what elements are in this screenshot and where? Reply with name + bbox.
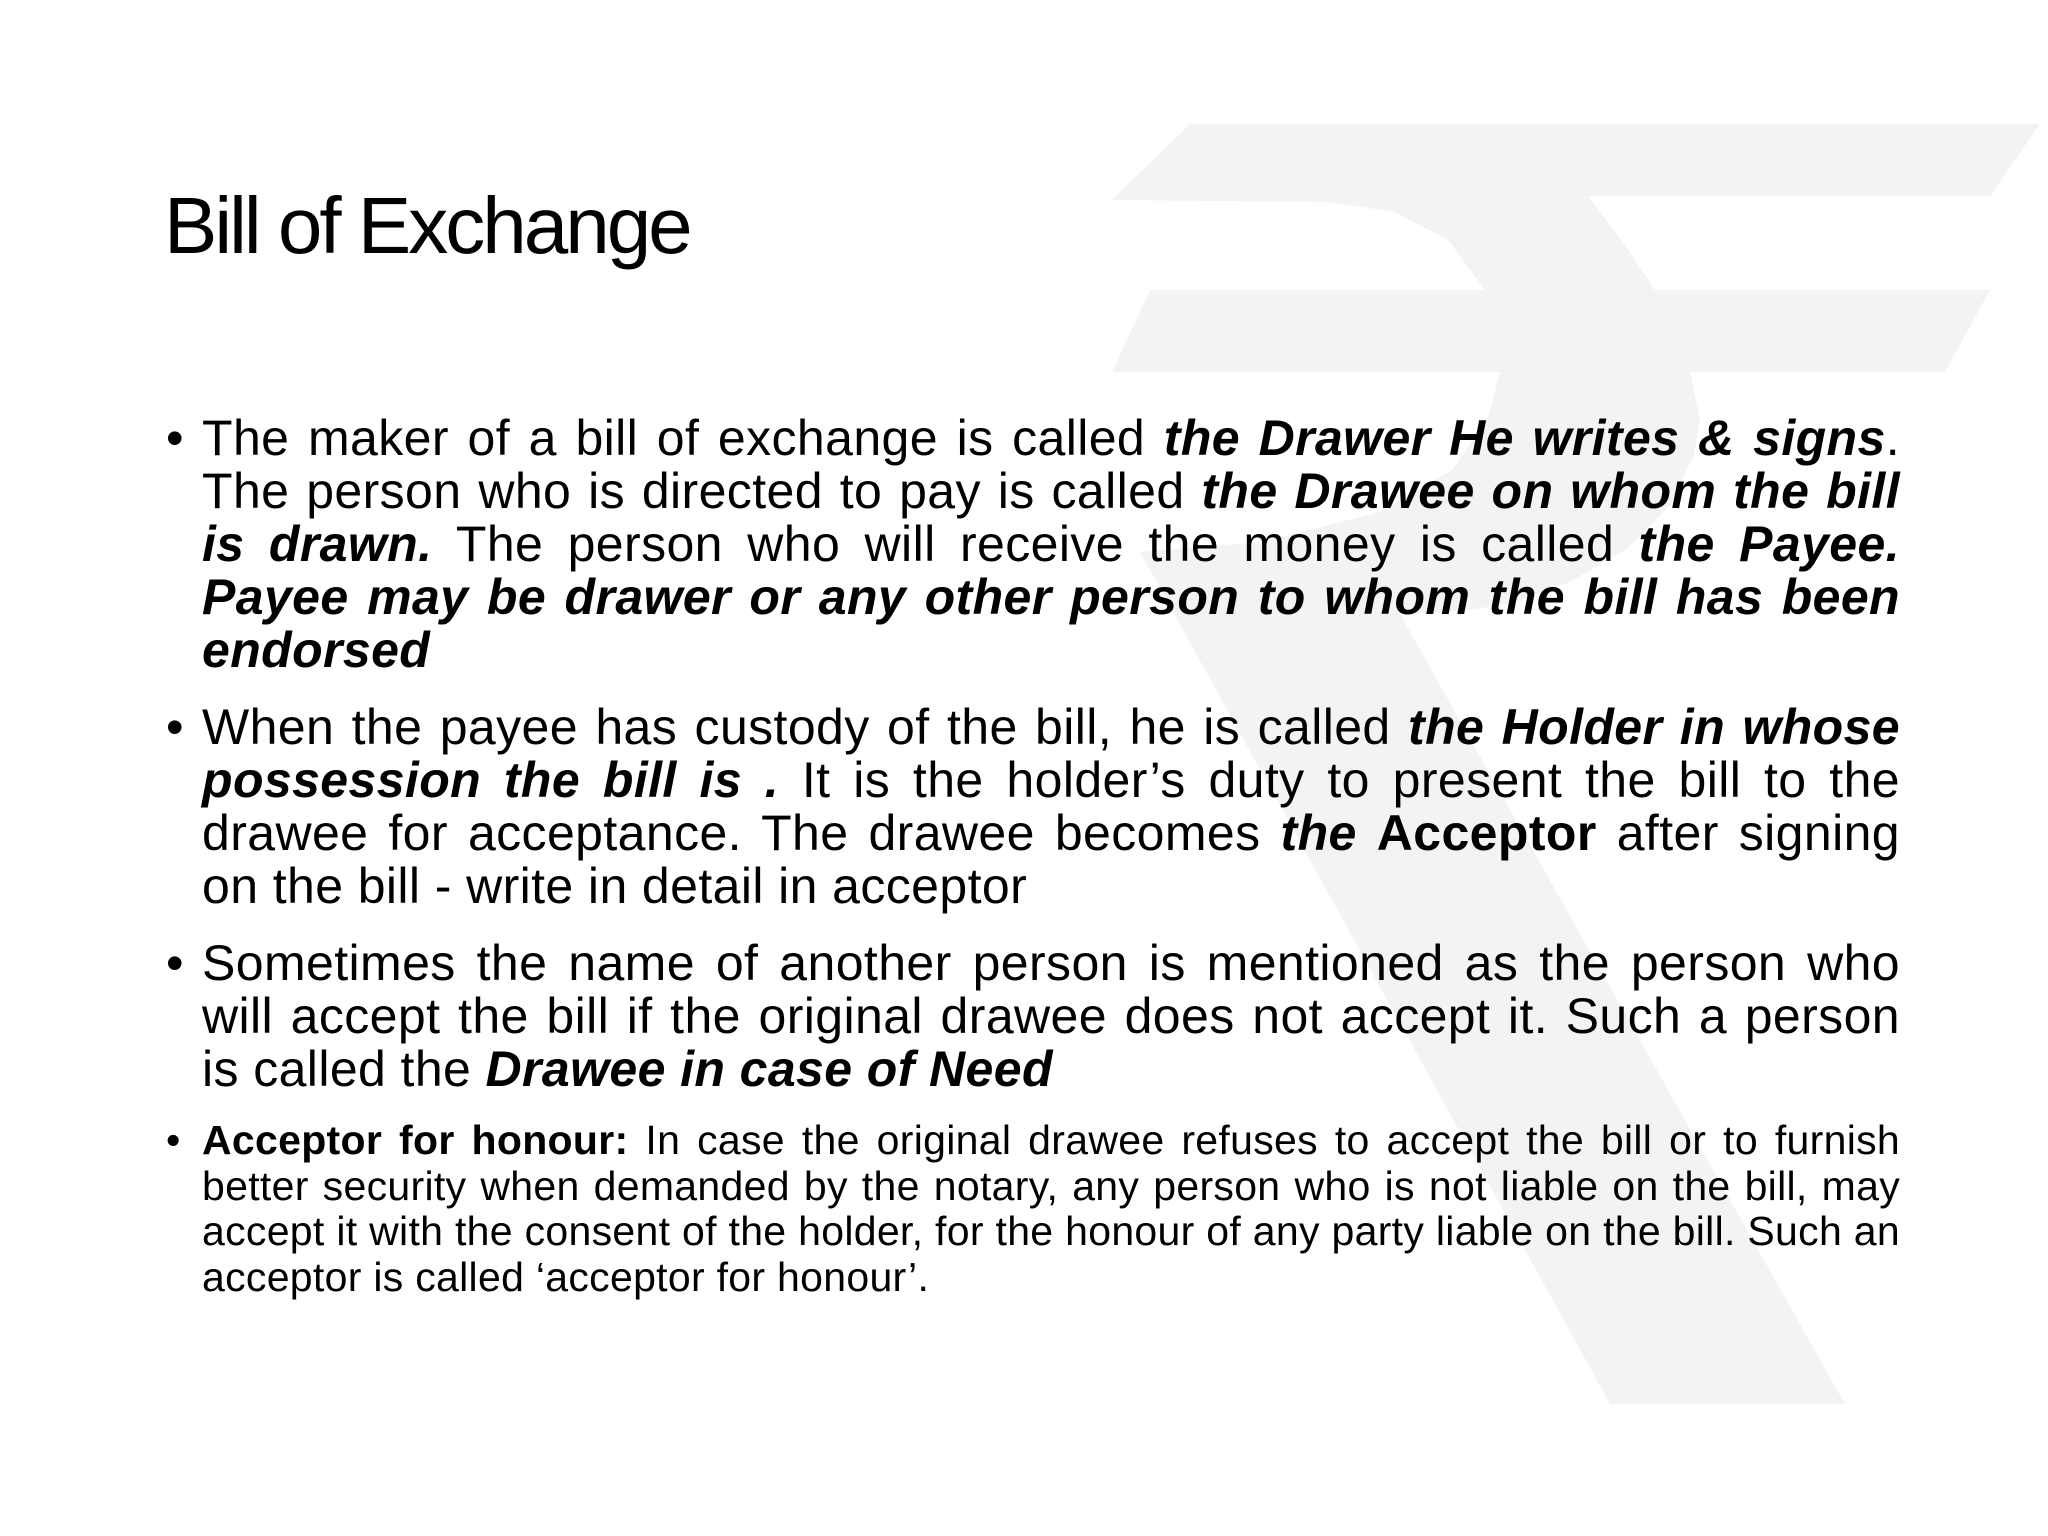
- text-segment: after signing on the bill - write in detail in acceptor: [202, 805, 1900, 914]
- text-segment: [1357, 805, 1377, 861]
- text-segment: In case the original drawee refuses to accept the bill or to furnish better security when demanded by the notary, any person who is not liable on the bill, may accept it with the consent of the holder, for the honour of any party liable on the bill. Such an acceptor is called ‘acceptor for honour’.: [202, 1117, 1900, 1300]
- bullet-item-acceptor-for-honour: [164, 1118, 1900, 1300]
- text-segment: The maker of a bill of exchange is called: [202, 410, 1164, 466]
- term-payee: the Payee. Payee may be drawer or any other person to whom the bill has been endorsed: [202, 516, 1900, 678]
- text-segment: When the payee has custody of the bill, he is called: [202, 699, 1409, 755]
- bullet-item-drawee-in-case-of-need: [164, 937, 1900, 1096]
- bullet-marker: •: [166, 410, 184, 466]
- term-acceptor: Acceptor: [1376, 805, 1597, 861]
- text-segment: . The person who is directed to pay is called: [202, 410, 1900, 519]
- term-holder: the Holder in whose possession the bill is .: [202, 699, 1900, 808]
- slide-title: Bill of Exchange: [164, 181, 690, 270]
- term-the: the: [1280, 805, 1357, 861]
- term-acceptor-for-honour: Acceptor for honour:: [202, 1117, 629, 1163]
- term-drawee-in-case-of-need: Drawee in case of Need: [485, 1041, 1053, 1097]
- term-drawee: the Drawee on whom the bill is drawn.: [202, 463, 1900, 572]
- text-segment: It is the holder’s duty to present the bill to the drawee for acceptance. The drawee becomes: [202, 752, 1900, 861]
- bullet-list: [164, 412, 1900, 1300]
- text-segment: Sometimes the name of another person is mentioned as the person who will accept the bill if the original drawee does not accept it. Such a person is called the: [202, 935, 1900, 1097]
- bullet-item-drawer: [164, 412, 1900, 677]
- term-drawer: the Drawer He writes & signs: [1163, 410, 1886, 466]
- bullet-marker: •: [166, 935, 184, 991]
- text-segment: The person who will receive the money is called: [432, 516, 1639, 572]
- bullet-item-holder: [164, 701, 1900, 913]
- bullet-marker: •: [166, 699, 184, 755]
- bullet-marker: •: [166, 1117, 181, 1163]
